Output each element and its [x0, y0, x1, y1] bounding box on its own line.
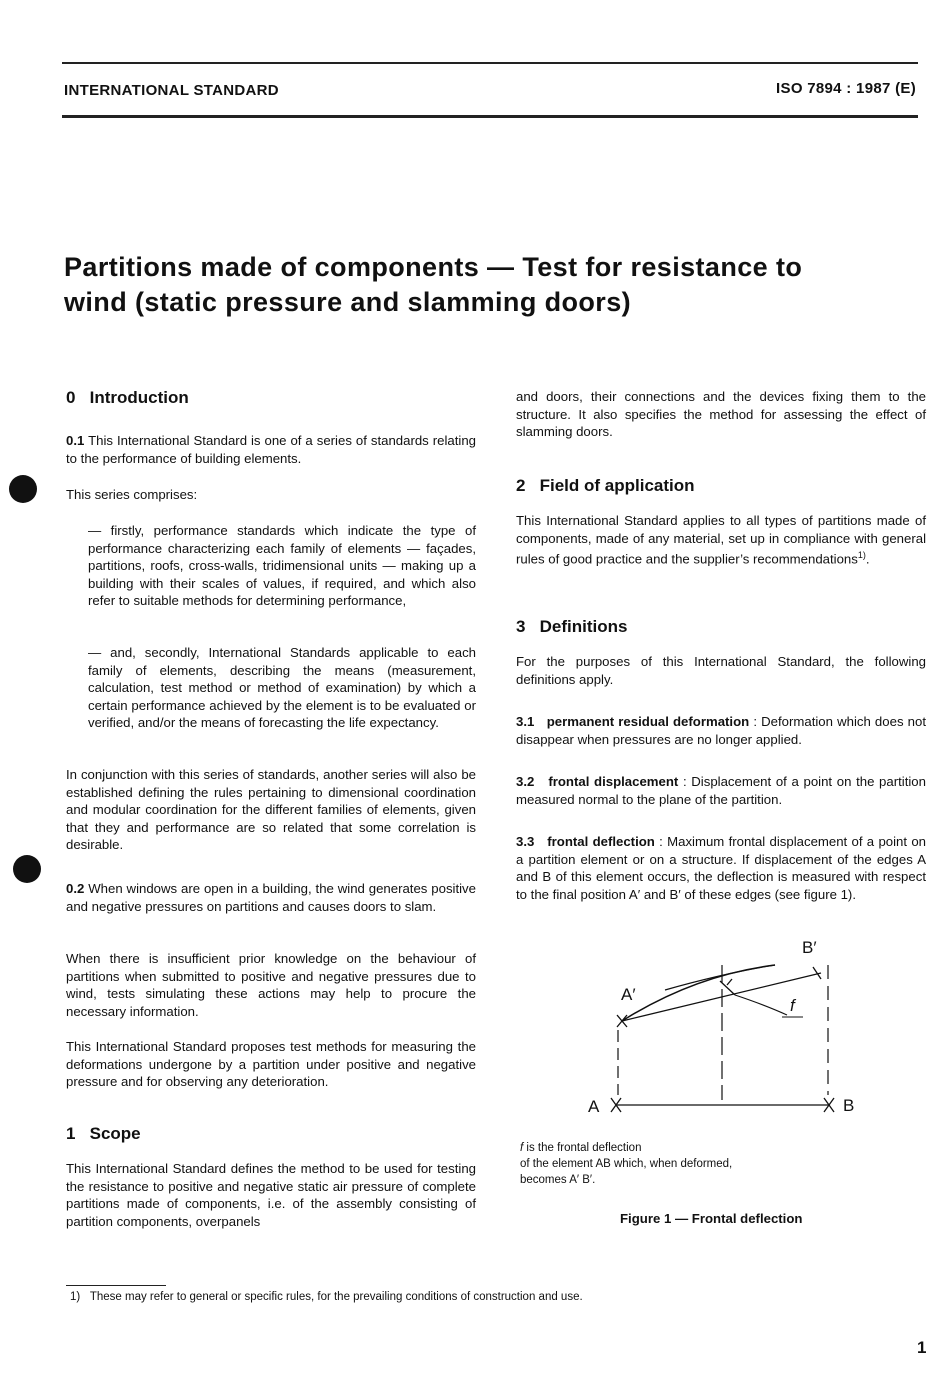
header-doc-number: ISO 7894 : 1987 (E) [776, 80, 916, 97]
figure-caption-line-1-text: is the frontal deflection [523, 1142, 642, 1154]
definitions-heading: 3 Definitions [516, 617, 628, 636]
figure-caption-note [520, 1140, 820, 1188]
series-item-1: — firstly, performance standards which indicate the type of performance characterizing each family of elements — façades, partitions, roofs, cross-walls, tridimensional units — making up a building with their scales of values, if required, and which also refer to suitable methods for determining performance, [88, 523, 476, 609]
def-3-2-text: : Displacement of a point on the partition measured normal to the plane of the partition. [516, 774, 926, 807]
intro-0-1-text: This International Standard is one of a series of standards relating to the performance of building elements. [66, 433, 476, 466]
intro-0-1-number: 0.1 [66, 433, 85, 448]
intro-para-0-1 [66, 432, 476, 467]
definitions-intro: For the purposes of this International Standard, the following definitions apply. [516, 654, 926, 687]
figure-label-a: A [588, 1097, 600, 1116]
title-line-2: wind (static pressure and slamming doors) [64, 287, 632, 317]
header-standard-label: INTERNATIONAL STANDARD [64, 82, 279, 99]
figure-label-a-prime: A′ [621, 985, 636, 1004]
page-number: 1 [917, 1338, 927, 1357]
def-3-1-number: 3.1 [516, 714, 535, 729]
upper-curve [665, 965, 775, 990]
definition-3-2 [516, 773, 926, 808]
def-3-1-term: permanent residual deformation [546, 714, 750, 729]
footnote-mark: 1) [70, 1291, 81, 1303]
footnote-ref: 1) [857, 550, 866, 561]
footnote [70, 1291, 890, 1303]
series-comprises: This series comprises: [66, 487, 198, 502]
figure-label-b: B [843, 1096, 855, 1115]
conjunction-paragraph: In conjunction with this series of standards, another series will also be established defining the rules pertaining to dimensional coordination and modular coordination for the different families of elements, given that they and performance are so related that some correlation is desirable. [66, 767, 476, 853]
proposes-paragraph: This International Standard proposes test methods for measuring the deformations undergone by a partition under positive and negative pressure and for observing any deterioration. [66, 1039, 476, 1090]
header-bottom-rule [62, 115, 918, 118]
deformed-curve [622, 965, 775, 1021]
figure-title: Figure 1 — Frontal deflection [620, 1211, 803, 1226]
def-3-3-term: frontal deflection [547, 834, 655, 849]
field-of-application-heading: 2 Field of application [516, 476, 695, 495]
def-3-2-number: 3.2 [516, 774, 535, 789]
figure-label-b-prime: B′ [802, 938, 817, 957]
margin-bullet-1 [9, 475, 37, 503]
scope-text-left: This International Standard defines the method to be used for testing the resistance to positive and negative static air pressure of complete partitions made of components, i.e. of the assembly consisting of partition components, overpanels [66, 1161, 476, 1229]
def-3-2-term: frontal displacement [548, 774, 679, 789]
f-leader [735, 995, 787, 1015]
intro-para-0-2 [66, 880, 476, 915]
title-line-1: Partitions made of components — Test for resistance to [64, 252, 803, 282]
field-of-application-text [516, 512, 926, 568]
definition-3-3 [516, 833, 926, 903]
def-3-1-text: : Deformation which does not disappear when pressures are no longer applied. [516, 714, 926, 747]
field-text-end: . [865, 551, 870, 567]
def-3-3-text: : Maximum frontal displacement of a point on a partition element or on a structure. If displacement of the edges A and B of this element occurs, the deflection is measured with respect to the final position A′ and B′ of these edges (see figure 1). [516, 834, 927, 902]
scope-heading: 1 Scope [66, 1124, 141, 1143]
series-item-2: — and, secondly, International Standards applicable to each family of elements, describing the means (measurement, calculation, test method or method of examination) by which a certain performance achieved by the element is to be evaluated or verified, and/or the means of forecasting the life expectancy. [88, 645, 476, 731]
introduction-heading: 0 Introduction [66, 388, 189, 407]
figure-caption-line-3: becomes A′ B′. [520, 1174, 596, 1186]
figure-caption-f: f [520, 1142, 524, 1154]
intro-0-2-number: 0.2 [66, 881, 85, 896]
definition-3-1 [516, 713, 926, 748]
a-prime-mark [617, 1015, 627, 1027]
footnote-text: These may refer to general or specific rules, for the prevailing conditions of construction and use. [89, 1291, 583, 1303]
margin-bullet-2 [13, 855, 41, 883]
scope-text-right: and doors, their connections and the devices fixing them to the structure. It also specifies the method for assessing the effect of slamming doors. [516, 389, 926, 440]
document-title [64, 250, 924, 320]
figure-1-diagram [575, 935, 865, 1125]
header-top-rule [62, 62, 918, 64]
def-3-3-number: 3.3 [516, 834, 535, 849]
insufficient-knowledge-paragraph: When there is insufficient prior knowledge on the behaviour of partitions when submitted to positive and negative pressures due to wind, tests simulating these actions may help to procure the necessary information. [66, 951, 476, 1019]
figure-caption-line-2: of the element AB which, when deformed, [520, 1158, 733, 1170]
footnote-rule [66, 1285, 166, 1286]
intro-0-2-text: When windows are open in a building, the wind generates positive and negative pressures on partitions and causes doors to slam. [66, 881, 476, 914]
field-text: This International Standard applies to all types of partitions made of components, made of any material, set up in compliance with general rules of good practice and the supplier’s recommendations [516, 513, 926, 567]
figure-caption-line-1 [520, 1140, 820, 1156]
figure-label-f: f [790, 996, 795, 1015]
